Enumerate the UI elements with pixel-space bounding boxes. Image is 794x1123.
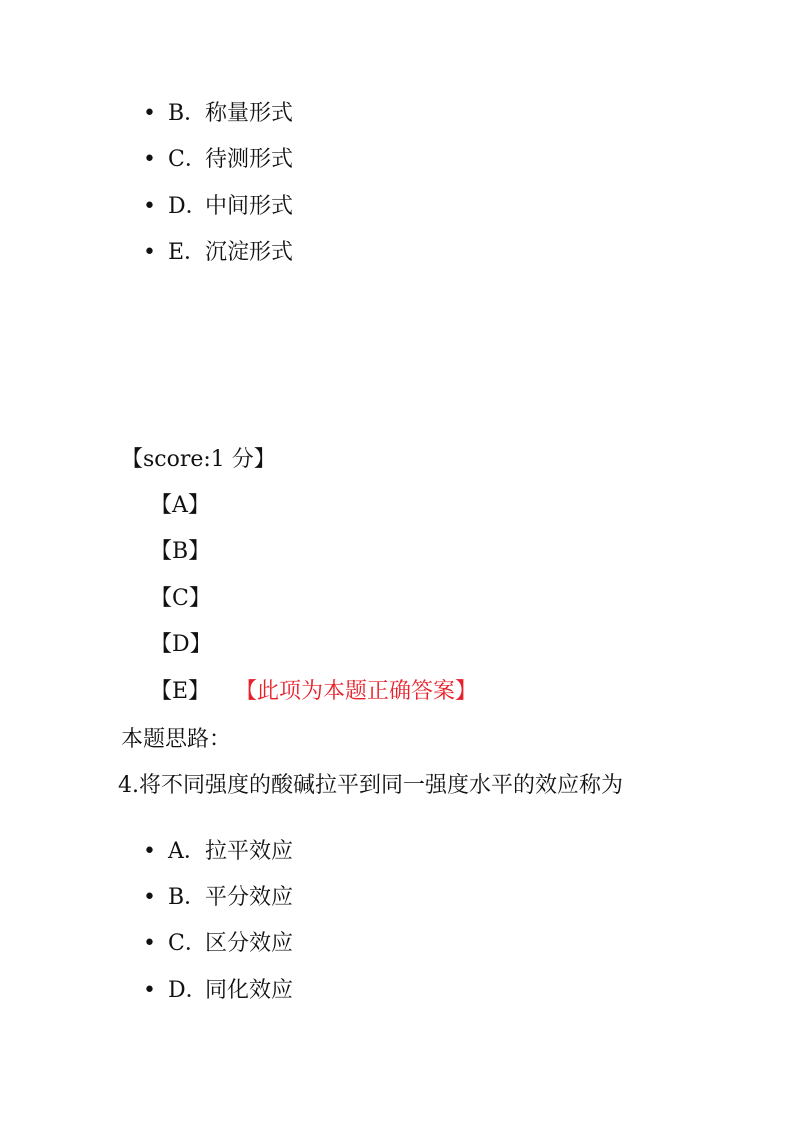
- q3-option-b[interactable]: [0, 100, 794, 128]
- option-letter: E．: [168, 240, 207, 265]
- q4-option-a[interactable]: [0, 838, 794, 866]
- bullet-icon: •: [143, 931, 156, 956]
- option-letter: C．: [168, 147, 207, 172]
- option-letter: C．: [168, 931, 207, 956]
- explanation-label: 本题思路：: [121, 727, 232, 752]
- q3-option-d[interactable]: [0, 193, 794, 221]
- option-text: 拉平效应: [205, 839, 294, 864]
- option-text: 平分效应: [205, 885, 294, 910]
- answer-option-d: 【D】: [150, 632, 212, 657]
- bullet-icon: •: [143, 978, 156, 1003]
- option-letter: A．: [168, 839, 206, 864]
- bullet-icon: •: [143, 101, 156, 126]
- option-text: 待测形式: [205, 147, 294, 172]
- option-letter: B．: [168, 885, 207, 910]
- bullet-icon: •: [143, 147, 156, 172]
- q4-option-b[interactable]: [0, 884, 794, 912]
- answer-option-a: 【A】: [150, 493, 210, 518]
- option-text: 中间形式: [205, 194, 294, 219]
- q4-option-c[interactable]: [0, 930, 794, 958]
- option-letter: D．: [168, 978, 208, 1003]
- q3-option-c[interactable]: [0, 146, 794, 174]
- option-letter: D．: [168, 194, 208, 219]
- question-4-stem: 4.将不同强度的酸碱拉平到同一强度水平的效应称为: [118, 773, 623, 798]
- q4-option-d[interactable]: [0, 977, 794, 1005]
- option-text: 同化效应: [205, 978, 294, 1003]
- answer-option-e: 【E】: [150, 679, 211, 704]
- bullet-icon: •: [143, 885, 156, 910]
- score-label: 【score:1 分】: [121, 447, 276, 472]
- bullet-icon: •: [143, 240, 156, 265]
- option-text: 区分效应: [205, 931, 294, 956]
- q3-option-e[interactable]: [0, 239, 794, 267]
- option-letter: B．: [168, 101, 207, 126]
- bullet-icon: •: [143, 839, 156, 864]
- correct-answer-note: 【此项为本题正确答案】: [235, 679, 478, 704]
- option-text: 称量形式: [205, 101, 294, 126]
- bullet-icon: •: [143, 194, 156, 219]
- option-text: 沉淀形式: [205, 240, 294, 265]
- answer-option-c: 【C】: [150, 586, 211, 611]
- answer-option-b: 【B】: [150, 539, 211, 564]
